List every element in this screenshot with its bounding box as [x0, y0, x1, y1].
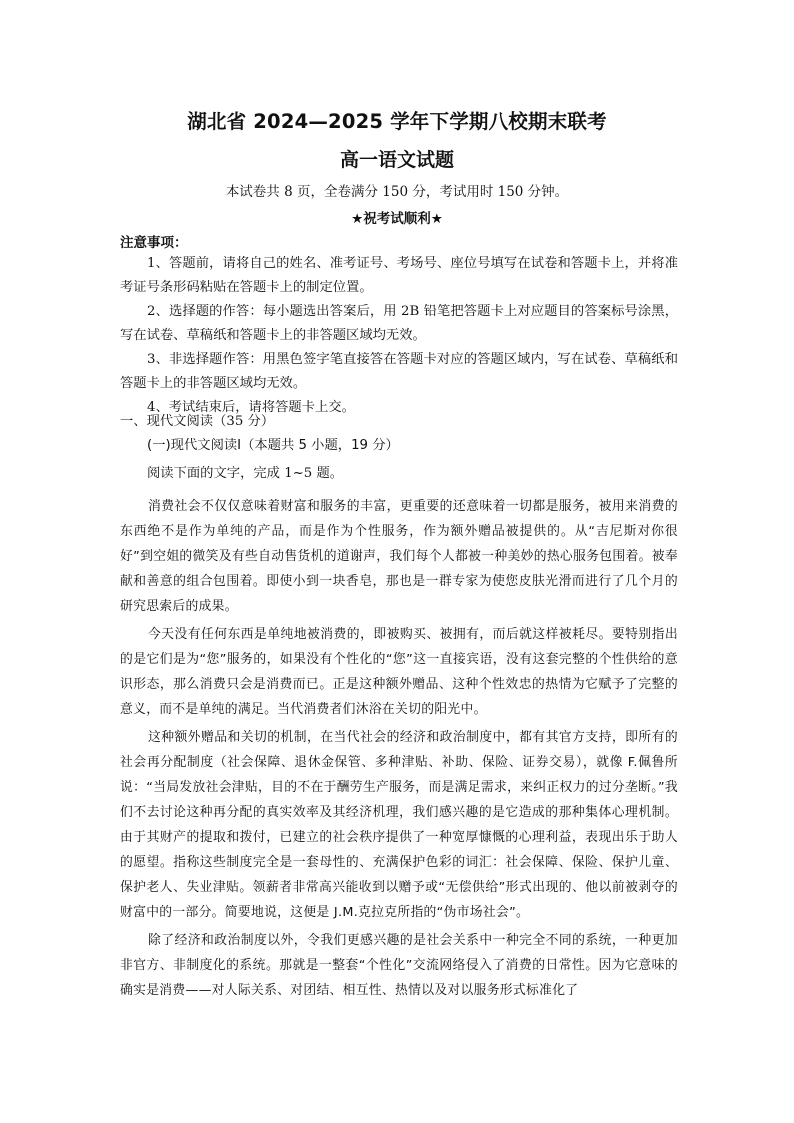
section-heading: 一、现代文阅读（35 分） [120, 414, 275, 429]
passage-paragraph: 这种额外赠品和关切的机制，在当代社会的经济和政治制度中，都有其官方支持，即所有的社会再分配制度（社会保障、退休金保管、多种津贴、补助、保险、证券交易），就像 F.佩鲁所说：“当局发放社会津贴，目的不在于酬劳生产服务，而是满足需求，来纠正权力的过分垄断。”我们不去讨论这种再分配的真实效率及其经济机理，我们感兴趣的是它造成的那种集体心理机制。由于其财产的提取和拨付，已建立的社会秩序提供了一种宽厚慷慨的心理利益，表现出乐于助人的愿望。指称这些制度完全是一套母性的、充满保护色彩的词汇：社会保障、保险、保护儿童、保护老人、失业津贴。领薪者非常高兴能收到以赠予或“无偿供给”形式出现的、他以前被剥夺的财富中的一部分。简要地说，这便是 J.M.克拉克所指的“伪市场社会”。 [120, 730, 678, 920]
note-item: 2、选择题的作答：每小题选出答案后，用 2B 铅笔把答题卡上对应题目的答案标号涂黑，写在试卷、草稿纸和答题卡上的非答题区域均无效。 [120, 304, 678, 343]
exam-subtitle: 高一语文试题 [339, 149, 454, 171]
reading-passage [120, 494, 678, 1006]
exam-title: 湖北省 2024—2025 学年下学期八校期末联考 [187, 110, 607, 133]
note-item: 4、考试结束后，请将答题卡上交。 [147, 400, 355, 415]
exam-info: 本试卷共 8 页，全卷满分 150 分，考试用时 150 分钟。 [225, 184, 569, 200]
note-item: 3、非选择题作答：用黑色签字笔直接答在答题卡对应的答题区域内，写在试卷、草稿纸和答题卡上的非答题区域均无效。 [120, 352, 678, 391]
notes-list [120, 252, 678, 420]
notes-heading: 注意事项： [120, 235, 188, 251]
passage-paragraph: 消费社会不仅仅意味着财富和服务的丰富，更重要的还意味着一切都是服务，被用来消费的东西绝不是作为单纯的产品，而是作为个性服务，作为额外赠品被提供的。从“吉尼斯对你很好”到空姐的微笑及有些自动售货机的道谢声，我们每个人都被一种美妙的热心服务包围着。被奉献和善意的组合包围着。即使小到一块香皂，那也是一群专家为使您皮肤光滑而进行了几个月的研究思索后的成果。 [120, 499, 678, 614]
passage-paragraph: 除了经济和政治制度以外，令我们更感兴趣的是社会关系中一种完全不同的系统，一种更加非官方、非制度化的系统。那就是一整套“个性化”交流网络侵入了消费的日常性。因为它意味的确实是消费——对人际关系、对团结、相互性、热情以及对以服务形式标准化了 [120, 933, 678, 998]
note-item: 1、答题前，请将自己的姓名、准考证号、考场号、座位号填写在试卷和答题卡上，并将准考证号条形码粘贴在答题卡上的制定位置。 [120, 256, 678, 295]
passage-paragraph: 今天没有任何东西是单纯地被消费的，即被购买、被拥有，而后就这样被耗尽。要特别指出的是它们是为“您”服务的，如果没有个性化的“您”这一直接宾语，没有这套完整的个性供给的意识形态，那么消费只会是消费而已。正是这种额外赠品、这种个性效忠的热情为它赋予了完整的意义，而不是单纯的满足。当代消费者们沐浴在关切的阳光中。 [120, 627, 678, 717]
subsection-heading: (一)现代文阅读Ⅰ（本题共 5 小题，19 分） [147, 438, 399, 453]
reading-instruction: 阅读下面的文字，完成 1~5 题。 [147, 466, 344, 481]
exam-wish: ★祝考试顺利★ [351, 211, 443, 227]
